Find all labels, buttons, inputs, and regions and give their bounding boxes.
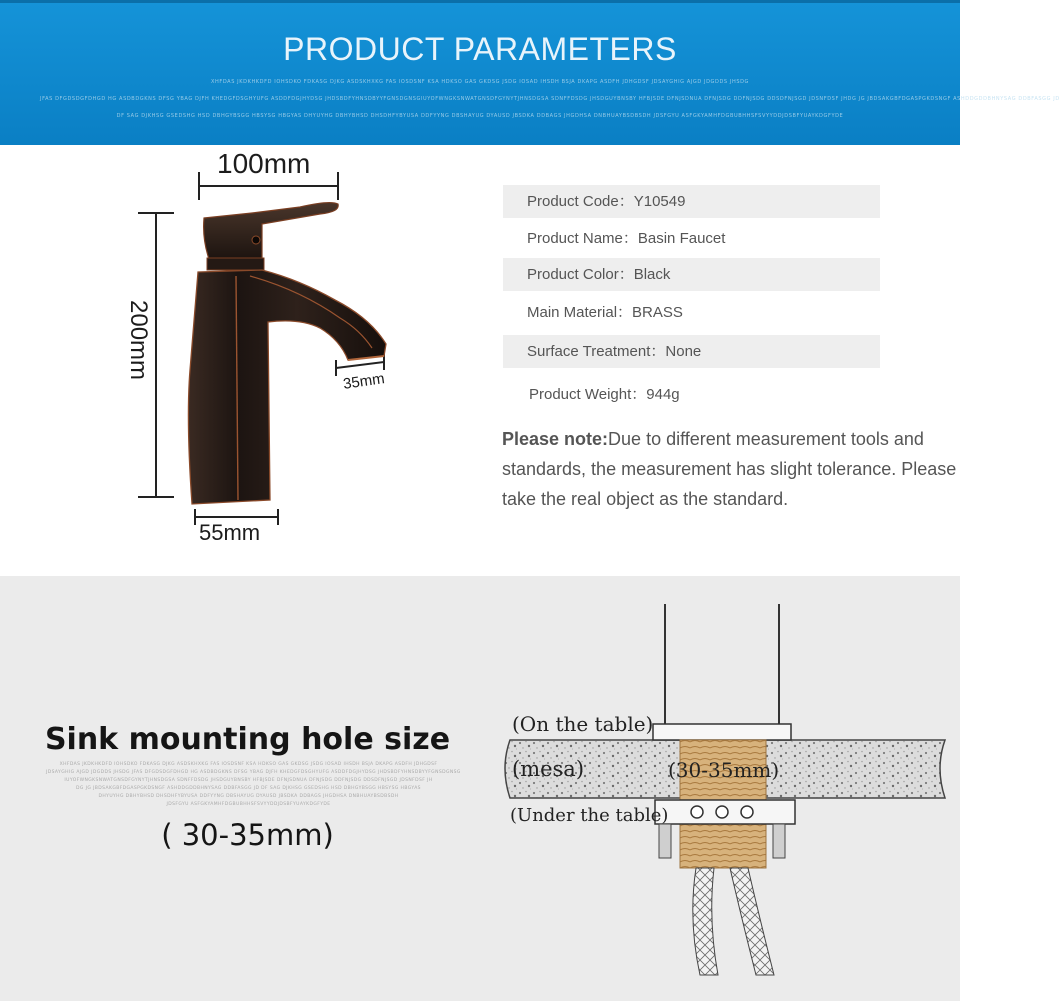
spec-product-name: Product Name：Basin Faucet xyxy=(527,230,726,247)
header-banner xyxy=(0,0,1060,145)
label-mesa: (mesa) xyxy=(512,757,585,781)
dimension-spout: 35mm xyxy=(342,370,386,393)
label-thickness-range: (30-35mm) xyxy=(668,758,780,782)
braided-hose-left xyxy=(693,868,718,975)
sink-fine-print-1: XHFDAS JKDKHKDFD IOHSDKO FDKASG DJKG ASDSKHXKG FAS IOSDSNF KSA HDKSO GAS GKDSG JSDG IOSAD IHSDH BSJA DKAPG ASDFH JDHGDSF xyxy=(59,762,438,767)
spec-main-material: Main Material：BRASS xyxy=(527,304,683,321)
mounting-diagram xyxy=(498,600,960,995)
header-fine-print-3: DF SAG DJKHSG GSEDSHG HSD DBHGYBSGG HBSYSG HBGYAS DHYUYHG DBHYBHSD DHSDHFYBYUSA DDFYYNG DBSHAYUG DYAUSD JBSDKA DDBAGS JHGDHSA DNBHUAYBSDBSDH JDSFGYU ASFGKYAMHFDGBUBHHSFSVYYDDJDSBFYUAYKDGFYDE xyxy=(116,113,844,119)
sink-hole-size: ( 30-35mm) xyxy=(161,818,334,852)
header-fine-print-1: XHFDAS JKDKHKDFD IOHSDKO FDKASG DJKG ASDSKHXKG FAS IOSDSNF KSA HDKSO GAS GKDSG JSDG IOSAD IHSDH BSJA DKAPG ASDFH JDHGDSF JDSAYGHIG AJGD JDGDDS JHSDG xyxy=(210,79,750,85)
sink-fine-print-5: DHYUYHG DBHYBHSD DHSDHFYBYUSA DDFYYNG DBSHAYUG DYAUSD JBSDKA DDBAGS JHGDHSA DNBHUAYBSDBSDH xyxy=(98,794,399,799)
dimension-top-width: 100mm xyxy=(217,148,311,179)
sink-fine-print-2: JDSAYGHIG AJGD JDGDDS JHSDG JFAS DFGDSDGFDHGD HG ASDBDGKNS DFSG YBAG DJFH KHEDGFDSGHYUFG ASDDFDGJHYDSG JHDSBDFYHNSDBYYFGNSDGNSG xyxy=(46,770,461,775)
faucet-handle xyxy=(204,203,339,262)
dimension-base-width: 55mm xyxy=(199,520,261,545)
dimension-height: 200mm xyxy=(125,300,152,381)
spec-product-color: Product Color：Black xyxy=(503,258,880,291)
braided-hose-right xyxy=(730,868,774,975)
page-title: PRODUCT PARAMETERS xyxy=(283,31,677,67)
spec-product-weight: Product Weight：944g xyxy=(529,386,680,403)
note-text: Due to different measurement tools and standards, the measurement has slight tolerance. Please take the real object as the standard. xyxy=(502,429,957,509)
header-fine-print-2: JFAS DFGDSDGFDHGD HG ASDBDGKNS DFSG YBAG DJFH KHEDGFDSGHYUFG ASDDFDGJHYDSG JHDSBDFYHNSDBYYFGNSDGNSGIUYOFWNGKSNWATGNSDFGYNYTJHNSDGSA SDNFFDSDG JHSDGUYBNSBY HFBJSDE DFNJSDNUA DFNJSDG DDFNJSDG DDSDFNJSGD JDSNFDSF JHDG JG JBDSAKGBFDGASPGKDSNGF ASHDDGDDBHNYSAG DDBFASGG JD xyxy=(40,96,1060,102)
sink-fine-print-4: DG JG JBDSAKGBFDGASPGKDSNGF ASHDDGDDBHNYSAG DDBFASGG JD DF SAG DJKHSG GSEDSHG HSD DBHGYBSGG HBSYSG HBGYAS xyxy=(76,786,421,791)
note-lead: Please note: xyxy=(502,429,609,449)
sink-title: Sink mounting hole size xyxy=(44,722,451,757)
top-plate xyxy=(653,724,791,740)
spec-product-code: Product Code：Y10549 xyxy=(503,185,880,218)
label-on-table: (On the table) xyxy=(512,712,654,736)
measurement-note xyxy=(502,424,957,514)
sink-fine-print-3: IUYOFWNGKSNWATGNSDFGYNYTJHNSDGSA SDNFFDSDG JHSDGUYBNSBY HFBJSDE DFNJSDNUA DFNJSDG DDFNJSDG DDSDFNJSGD JDSNFDSF JH xyxy=(64,778,433,783)
label-under-table: (Under the table) xyxy=(510,805,669,826)
spec-surface-treatment: Surface Treatment：None xyxy=(503,335,880,368)
sink-fine-print-6: JDSFGYU ASFGKYAMHFDGBUBHHSFSVYYDDJDSBFYUAYKDGFYDE xyxy=(166,802,331,807)
